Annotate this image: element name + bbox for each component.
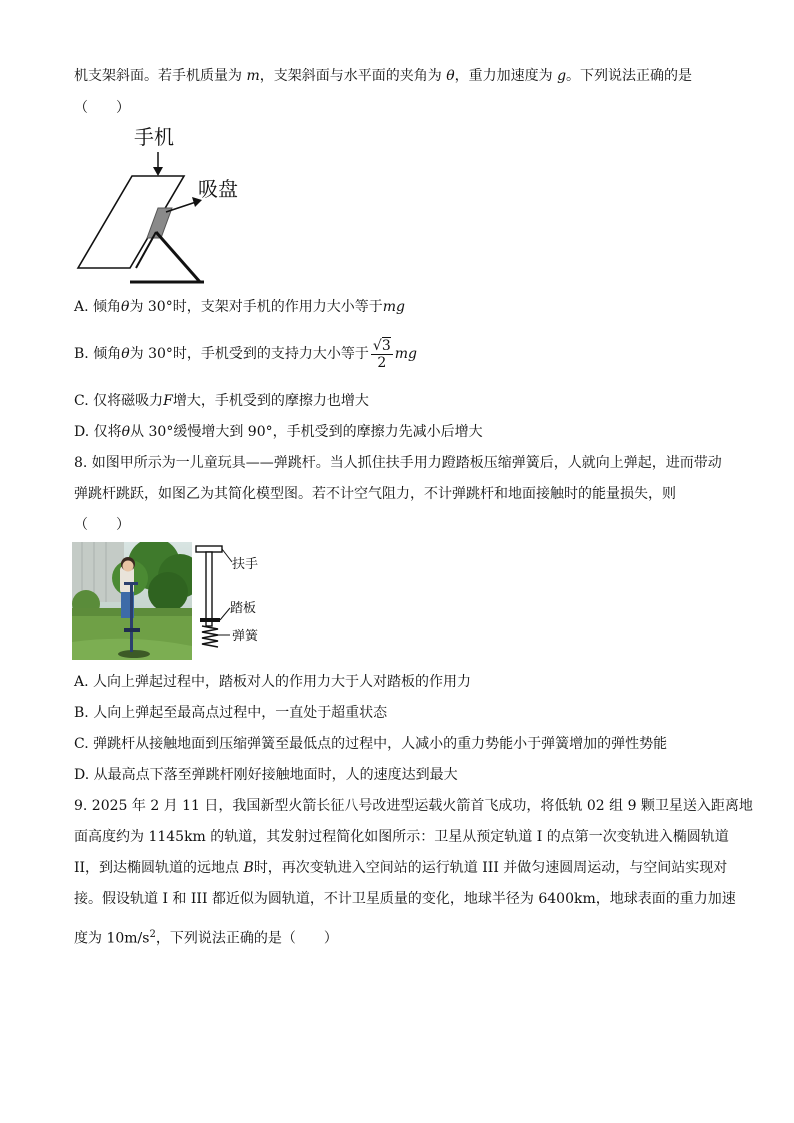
q9-text: 度为 10m/s bbox=[74, 930, 150, 947]
var-m: m bbox=[246, 68, 260, 84]
fraction-sqrt3-over-2 bbox=[371, 338, 393, 371]
var-theta: θ bbox=[446, 68, 455, 84]
q7-stem-text: ，重力加速度为 bbox=[454, 68, 558, 84]
q7-option-b bbox=[74, 336, 417, 372]
fraction-numerator: 3 bbox=[381, 337, 391, 354]
option-c-text: 增大，手机受到的摩擦力也增大 bbox=[172, 393, 369, 409]
label-pedal: 踏板 bbox=[230, 601, 257, 616]
option-b-text: 为 30°时，手机受到的支持力大小等于 bbox=[129, 346, 369, 362]
q8-stem-line2: 弹跳杆跳跃，如图乙为其简化模型图。若不计空气阻力，不计弹跳杆和地面接触时的能量损失，则 bbox=[74, 486, 676, 502]
option-a-text: 为 30°时，支架对手机的作用力大小等于 bbox=[129, 299, 383, 315]
q7-answer-paren: （ ） bbox=[74, 100, 130, 116]
label-spring: 弹簧 bbox=[232, 629, 259, 644]
pedal-pointer bbox=[220, 608, 230, 620]
option-c-text: C. 仅将磁吸力 bbox=[74, 393, 164, 409]
q9-stem-line3 bbox=[74, 859, 727, 877]
var-B: B bbox=[243, 860, 254, 876]
q7-stem-line1 bbox=[74, 67, 692, 85]
q9-stem-line5 bbox=[74, 926, 338, 948]
q7-stem-text: 机支架斜面。若手机质量为 bbox=[74, 68, 247, 84]
var-theta: θ bbox=[121, 424, 131, 440]
q8-option-b: B. 人向上弹起至最高点过程中，一直处于超重状态 bbox=[74, 705, 388, 721]
sqrt-sign: √ bbox=[372, 337, 382, 354]
phone-arrow-head bbox=[153, 167, 163, 176]
q7-stem-text: ，支架斜面与水平面的夹角为 bbox=[259, 68, 447, 84]
option-a-text: A. 倾角 bbox=[74, 299, 122, 315]
var-mg: mg bbox=[382, 299, 405, 315]
var-theta: θ bbox=[121, 346, 130, 362]
suction-arrow-line bbox=[166, 202, 196, 212]
option-d-text: D. 仅将 bbox=[74, 424, 122, 440]
label-phone: 手机 bbox=[134, 125, 174, 149]
pole bbox=[206, 552, 212, 626]
var-mg: mg bbox=[394, 346, 417, 362]
q9-stem-line1: 9. 2025 年 2 月 11 日，我国新型火箭长征八号改进型运载火箭首飞成功，将低轨 02 组 9 颗卫星送入距离地 bbox=[74, 798, 753, 814]
option-b-text: B. 倾角 bbox=[74, 346, 122, 362]
q7-option-c bbox=[74, 392, 369, 410]
stand-leg-back bbox=[156, 232, 200, 282]
q9-stem-line2: 面高度约为 1145km 的轨道，其发射过程简化如图所示：卫星从预定轨道 I 的点第一次变轨进入椭圆轨道 bbox=[74, 829, 729, 845]
exponent: 2 bbox=[149, 929, 156, 940]
label-handle: 扶手 bbox=[232, 557, 259, 572]
option-d-text: 从 30°缓慢增大到 90°，手机受到的摩擦力先减小后增大 bbox=[130, 424, 483, 440]
label-suction: 吸盘 bbox=[198, 177, 238, 201]
q7-option-d bbox=[74, 423, 483, 441]
q9-text: II，到达椭圆轨道的远地点 bbox=[74, 860, 244, 876]
var-g: g bbox=[557, 68, 567, 84]
phone-stand-figure bbox=[70, 120, 260, 290]
q8-option-c: C. 弹跳杆从接触地面到压缩弹簧至最低点的过程中，人减小的重力势能小于弹簧增加的弹性势能 bbox=[74, 736, 668, 752]
q7-option-a bbox=[74, 298, 405, 316]
handle-bar bbox=[196, 546, 222, 552]
var-theta: θ bbox=[121, 299, 130, 315]
q8-option-d: D. 从最高点下落至弹跳杆刚好接触地面时，人的速度达到最大 bbox=[74, 767, 458, 783]
q9-stem-line4: 接。假设轨道 I 和 III 都近似为圆轨道，不计卫星质量的变化，地球半径为 6400km，地球表面的重力加速 bbox=[74, 891, 736, 907]
q8-stem-line1: 8. 如图甲所示为一儿童玩具——弹跳杆。当人抓住扶手用力蹬踏板压缩弹簧后，人就向上弹起，进而带动 bbox=[74, 455, 722, 471]
pedal bbox=[200, 618, 220, 622]
q8-option-a: A. 人向上弹起过程中，踏板对人的作用力大于人对踏板的作用力 bbox=[74, 674, 472, 690]
phone-shape bbox=[78, 176, 184, 268]
var-F: F bbox=[163, 393, 173, 409]
pogo-model-diagram bbox=[192, 542, 292, 654]
fraction-denominator: 2 bbox=[377, 354, 387, 371]
handle-pointer bbox=[222, 549, 232, 562]
spring-coil bbox=[202, 626, 218, 647]
q9-text: 时，再次变轨进入空间站的运行轨道 III 并做匀速圆周运动，与空间站实现对 bbox=[253, 860, 728, 876]
pogo-stick-photo bbox=[72, 542, 192, 660]
q9-text: ，下列说法正确的是（ ） bbox=[155, 930, 338, 947]
q8-answer-paren: （ ） bbox=[74, 517, 130, 533]
q7-stem-text: 。下列说法正确的是 bbox=[566, 68, 693, 84]
